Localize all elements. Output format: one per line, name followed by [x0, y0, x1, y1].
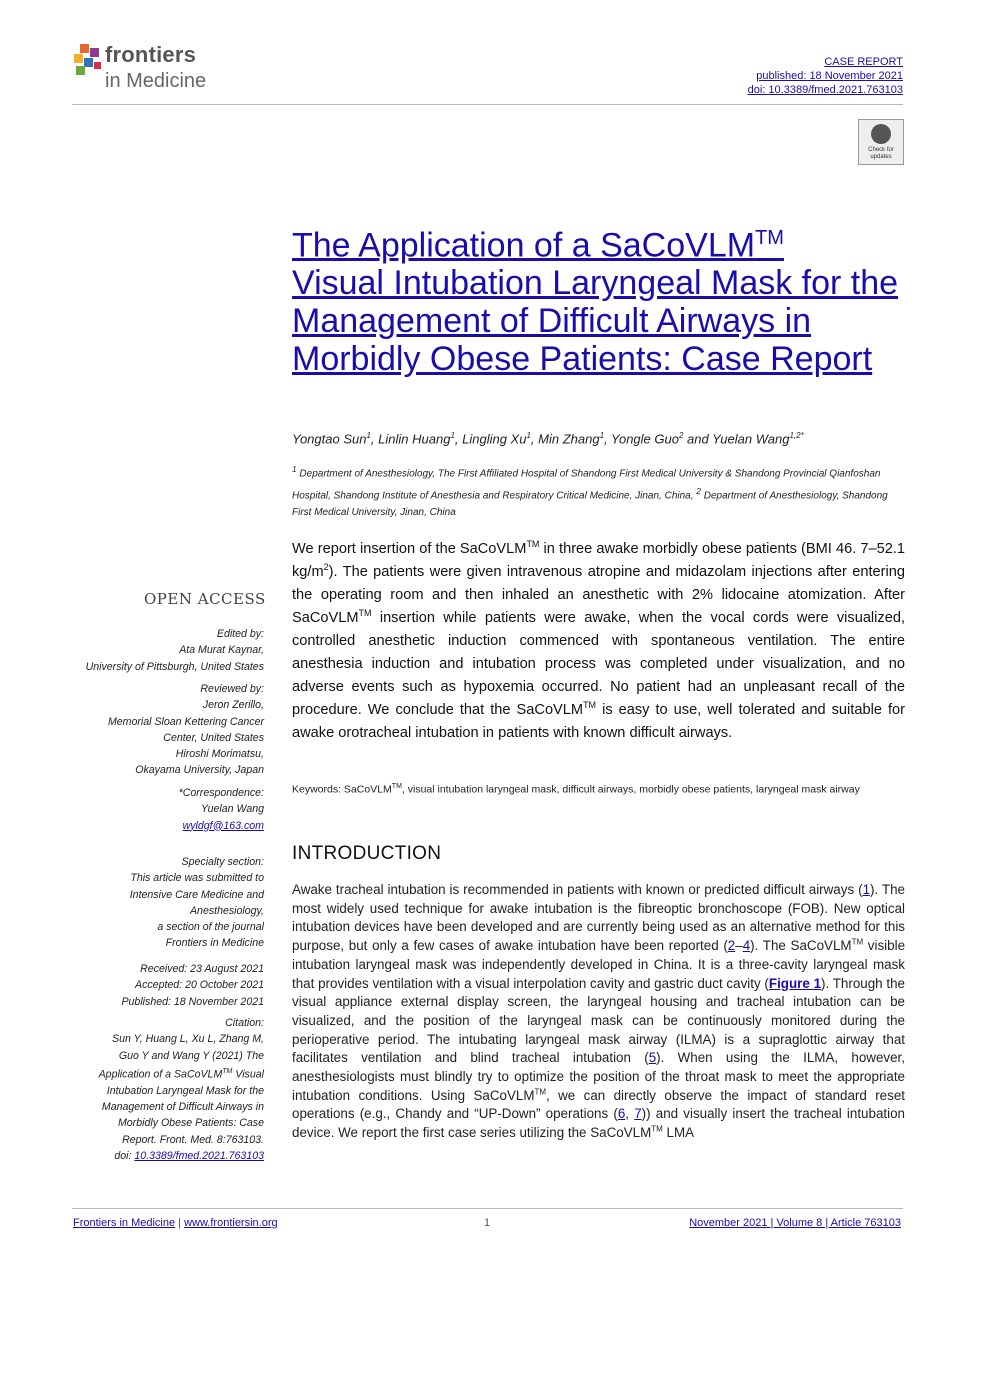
- intro-text: ). Through the visual appliance external display screen, the laryngeal housing and tracheal intubation can be visualized, and the position of the laryngeal mask can be continuously monitored during the perioperative period. The intubating laryngeal mask airway (ILMA) is a supraglottic airway that facilitates ventilation and blind tracheal intubation (: [292, 975, 905, 1066]
- footer-divider: [72, 1208, 903, 1209]
- author-affiliation-sup: 1: [526, 431, 531, 440]
- reference-link[interactable]: 1: [862, 882, 871, 897]
- section-heading-introduction: INTRODUCTION: [292, 843, 442, 864]
- abstract: [292, 538, 905, 745]
- abstract-text: ). The patients were given intravenous atropine and midazolam injections after entering the operating room and then inhaled an anesthetic with 2% lidocaine atomization. After SaCoVLM: [292, 564, 905, 626]
- citation-text: Report. Front. Med. 8:763103.: [122, 1133, 264, 1146]
- abstract-text: insertion while patients were awake, when the vocal cords were visualized, controlled anesthetic induction commenced with spontaneous ventilation. The entire anesthesia induction and intubation process was completed under visualization, and no adverse events such as hypoxemia occurred. No patient had an unpleasant recall of the procedure. We conclude that the SaCoVLM: [292, 610, 905, 718]
- figure-1-link[interactable]: Figure 1: [768, 975, 822, 991]
- affiliation-number: 1: [292, 464, 297, 474]
- correspondence-email-link[interactable]: wyldgf@163.com: [182, 819, 264, 832]
- citation-doi: [99, 1148, 264, 1164]
- intro-text: visible intubation laryngeal mask was independently developed in China. It is a three-cavity laryngeal mask that provides ventilation with a visual interpolation cavity and gastric duct cavity (: [292, 938, 906, 991]
- citation-text: Guo Y and Wang Y (2021) The: [118, 1049, 264, 1062]
- specialty-block: [130, 854, 264, 952]
- specialty-text: Intensive Care Medicine and: [129, 888, 264, 901]
- logo-text-journal: in Medicine: [105, 70, 207, 92]
- specialty-label: Specialty section:: [181, 856, 264, 868]
- reviewed-by-label: Reviewed by:: [200, 683, 264, 695]
- citation-label: Citation:: [225, 1017, 264, 1029]
- correspondence-name: Yuelan Wang: [200, 803, 264, 816]
- citation-text: [99, 1064, 264, 1083]
- abstract-text: in three awake morbidly obese patients (BMI 46. 7–52.1 kg/m: [292, 541, 905, 580]
- specialty-text: Anesthesiology,: [189, 904, 264, 917]
- intro-text: ,: [625, 1106, 635, 1122]
- reference-link[interactable]: 4: [742, 938, 751, 954]
- tm-sup: TM: [651, 1124, 663, 1134]
- author-name[interactable]: Yuelan Wang: [712, 431, 790, 447]
- citation-text: Intubation Laryngeal Mask for the: [106, 1084, 264, 1097]
- title-text-part2: Visual Intubation Laryngeal Mask for the Management of Difficult Airways in Morbidly Obese Patients: Case Report: [292, 264, 899, 379]
- affiliation-1: Department of Anesthesiology, The First Affiliated Hospital of Shandong First Medical University & Shandong Provincial Qianfoshan Hospital, Shandong Institute of Anesthesia and Respiratory Critical Medicine, Jinan, China,: [292, 468, 881, 502]
- intro-text: –: [735, 938, 743, 954]
- header-divider: [72, 104, 903, 105]
- dates-block: [121, 961, 264, 1010]
- tm-sup: TM: [222, 1067, 233, 1075]
- title-tm-sup: TM: [755, 227, 784, 249]
- correspondence-label: *Correspondence:: [178, 787, 264, 799]
- tm-sup: TM: [851, 937, 864, 947]
- keywords-text: , visual intubation laryngeal mask, difficult airways, morbidly obese patients, laryngeal mask airway: [401, 783, 860, 796]
- intro-text: Awake tracheal intubation is recommended in patients with known or predicted difficult airways (: [292, 882, 863, 897]
- author-affiliation-sup: 1: [366, 431, 371, 440]
- reviewer-affiliation: Center, United States: [163, 731, 264, 744]
- introduction-body: [292, 881, 905, 1143]
- citation-text-part: Application of a SaCoVLM: [98, 1068, 223, 1081]
- abstract-text: We report insertion of the SaCoVLM: [292, 541, 527, 557]
- check-for-updates-button[interactable]: [858, 119, 904, 165]
- doi-link[interactable]: doi: 10.3389/fmed.2021.763103: [747, 84, 903, 96]
- author-name[interactable]: Yongtao Sun: [292, 431, 367, 447]
- citation-doi-label: doi:: [114, 1149, 135, 1162]
- abstract-text: is easy to use, well tolerated and suitable for awake orotracheal intubation in patients with known difficult airways.: [292, 702, 905, 741]
- citation-block: [99, 1015, 264, 1164]
- logo-text-frontiers: frontiers: [105, 42, 197, 67]
- specialty-text: Frontiers in Medicine: [165, 937, 264, 950]
- published-date-link[interactable]: published: 18 November 2021: [756, 70, 903, 82]
- tm-sup: TM: [358, 608, 372, 619]
- keywords-text: Keywords: SaCoVLM: [292, 783, 392, 796]
- article-title[interactable]: [292, 219, 912, 378]
- edited-by-label: Edited by:: [216, 628, 264, 640]
- journal-logo[interactable]: [72, 42, 232, 94]
- crossmark-label: Check for updates: [868, 147, 894, 160]
- citation-text: Morbidly Obese Patients: Case: [117, 1117, 264, 1130]
- footer-site-link[interactable]: www.frontiersin.org: [184, 1217, 278, 1229]
- citation-text: Sun Y, Huang L, Xu L, Zhang M,: [112, 1033, 264, 1046]
- author-list: Yongtao Sun$^1$, Linlin Huang$^1$, Lingling Xu$^1$, Min Zhang$^1$, Yongle Guo$^2$ and Yuelan Wang$^{1,2*}$: [292, 431, 804, 447]
- author-name[interactable]: Min Zhang: [538, 431, 600, 447]
- reference-link[interactable]: 7: [634, 1106, 642, 1122]
- author-name[interactable]: Linlin Huang: [378, 431, 451, 447]
- citation-text-part: Visual: [232, 1068, 264, 1081]
- article-type-link[interactable]: CASE REPORT: [824, 56, 903, 68]
- author-affiliation-sup: 1,2*: [789, 431, 804, 440]
- frontiers-logo-icon: [72, 44, 104, 78]
- author-affiliation-sup: 1: [450, 431, 455, 440]
- open-access-label: OPEN ACCESS: [144, 590, 266, 608]
- author-affiliation-sup: 1: [599, 431, 605, 440]
- author-affiliation-sup: 2: [678, 431, 684, 440]
- reviewer-name: Jeron Zerillo,: [202, 699, 264, 712]
- published-date: Published: 18 November 2021: [121, 995, 264, 1008]
- reviewer-affiliation: Okayama University, Japan: [135, 764, 264, 777]
- intro-text: )) and visually insert the tracheal intubation device. We report the first case series utilizing the SaCoVLM: [292, 1106, 905, 1141]
- reviewer-affiliation: Memorial Sloan Kettering Cancer: [107, 715, 264, 728]
- correspondence-block: [179, 785, 264, 834]
- crossmark-icon: [871, 124, 891, 144]
- keywords: [292, 779, 905, 798]
- tm-sup: TM: [391, 783, 402, 790]
- tm-sup: TM: [534, 1087, 547, 1097]
- affiliation-number: 2: [696, 485, 701, 496]
- editor-affiliation: University of Pittsburgh, United States: [85, 660, 264, 673]
- affiliations: [292, 461, 892, 521]
- intro-text: ). When using the ILMA, however, anesthesiologists must blindly try to optimize the position of the throat mask to meet the appropriate intubation conditions. Using SaCoVLM: [292, 1050, 905, 1103]
- squared-sup: 2: [323, 562, 329, 573]
- accepted-date: Accepted: 20 October 2021: [135, 979, 264, 992]
- editor-block: [86, 626, 264, 675]
- author-name[interactable]: Lingling Xu: [462, 431, 527, 447]
- author-name[interactable]: Yongle Guo: [611, 431, 679, 447]
- editor-name: Ata Murat Kaynar,: [179, 644, 264, 657]
- intro-text: LMA: [662, 1125, 695, 1141]
- footer-separator: |: [175, 1217, 185, 1229]
- tm-sup: TM: [526, 539, 540, 550]
- title-text-part1: The Application of a SaCoVLM: [292, 226, 756, 265]
- affiliation-2: Department of Anesthesiology, Shandong First Medical University, Jinan, China: [292, 490, 888, 518]
- specialty-text: This article was submitted to: [130, 872, 264, 885]
- footer-journal: [73, 1217, 278, 1229]
- intro-text: ). The most widely used technique for awake intubation is the fibreoptic bronchoscope (FOB). New optical intubation devices have been developed and are currently being used as an alternative method for this purpose, but only a few cases of awake intubation have been reported (: [292, 882, 905, 954]
- page-number: 1: [484, 1217, 491, 1229]
- citation-text: Management of Difficult Airways in: [101, 1101, 264, 1114]
- reference-link[interactable]: 2: [727, 938, 736, 954]
- footer-issue-link[interactable]: November 2021 | Volume 8 | Article 763103: [689, 1217, 901, 1229]
- reference-link[interactable]: 6: [617, 1106, 626, 1122]
- specialty-text: a section of the journal: [157, 921, 264, 934]
- reviewer-name: Hiroshi Morimatsu,: [175, 748, 264, 761]
- received-date: Received: 23 August 2021: [140, 963, 264, 975]
- tm-sup: TM: [583, 700, 597, 711]
- reference-link[interactable]: 5: [648, 1050, 657, 1066]
- footer-journal-link[interactable]: Frontiers in Medicine: [73, 1217, 176, 1229]
- intro-text: ). The SaCoVLM: [750, 938, 852, 954]
- citation-doi-link[interactable]: 10.3389/fmed.2021.763103: [134, 1149, 264, 1162]
- intro-text: , we can directly observe the impact of standard reset operations (e.g., Chandy and “UP-Down” operations (: [292, 1087, 905, 1122]
- reviewers-block: [108, 681, 264, 779]
- article-header-info: [748, 55, 903, 97]
